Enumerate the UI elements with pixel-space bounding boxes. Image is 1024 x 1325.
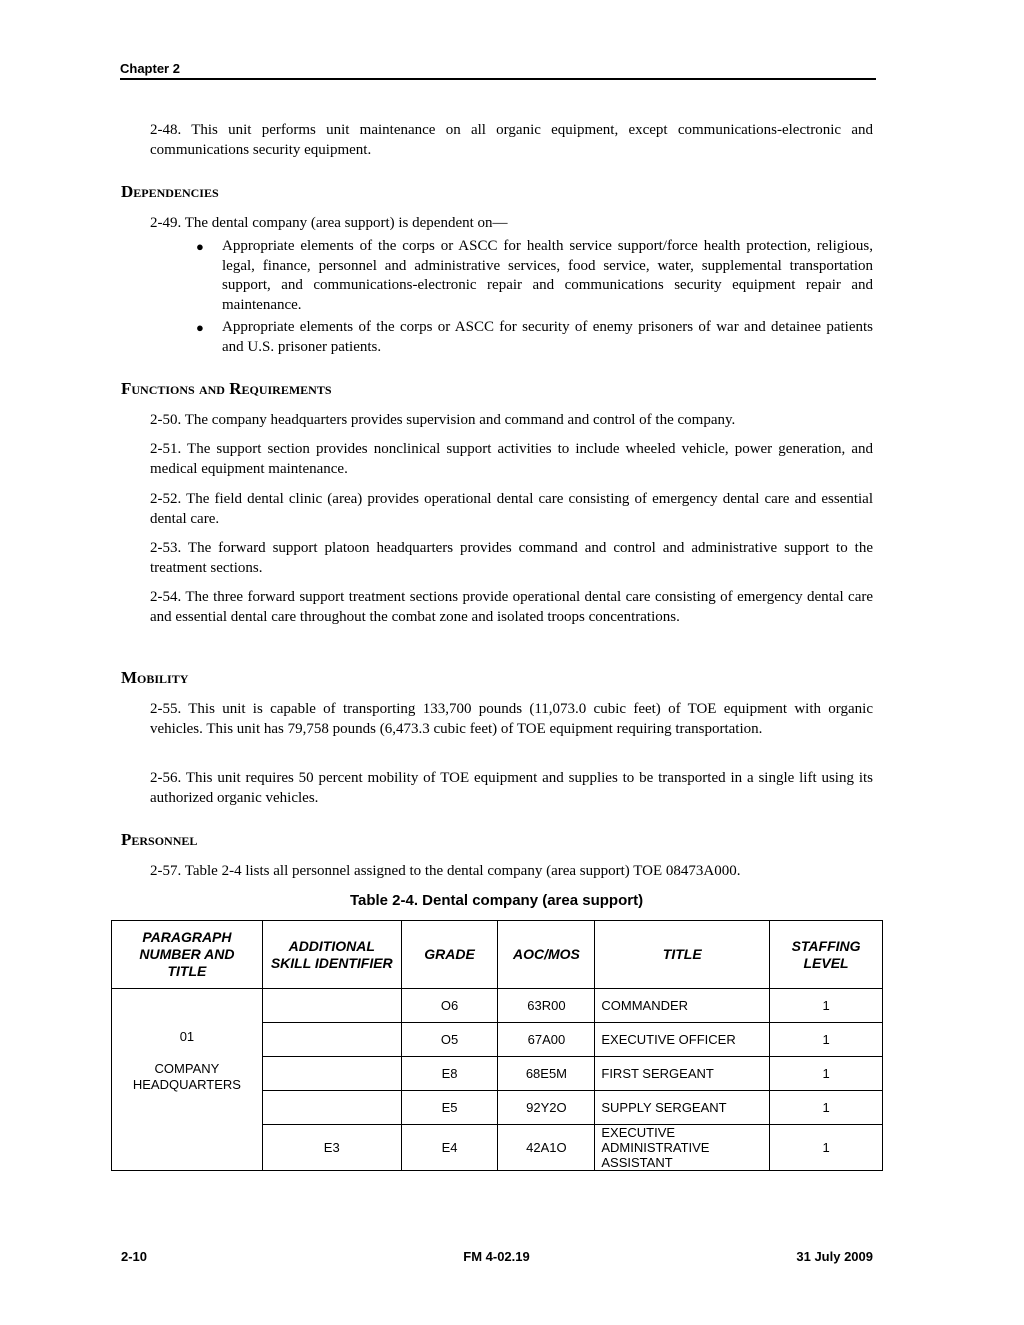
aoc-mos-cell: 67A00 xyxy=(498,1023,595,1057)
heading-mobility: Mobility xyxy=(121,668,189,687)
paragraph-2-52: 2-52. The field dental clinic (area) provides operational dental care consisting of emergency dental care and essential dental care. xyxy=(150,491,873,527)
column-header-title: TITLE xyxy=(595,921,770,989)
heading-dependencies: Dependencies xyxy=(121,182,219,201)
title-cell: SUPPLY SERGEANT xyxy=(595,1091,770,1125)
heading-functions-and-requirements: Functions and Requirements xyxy=(121,379,332,398)
staffing-cell: 1 xyxy=(770,1125,883,1171)
aoc-mos-cell: 68E5M xyxy=(498,1057,595,1091)
asi-cell xyxy=(262,1023,401,1057)
paragraph-2-54: 2-54. The three forward support treatment sections provide operational dental care consisting of emergency dental care and essential dental care throughout the combat zone and isolated troops concentrations. xyxy=(150,589,873,625)
table-caption: Table 2-4. Dental company (area support) xyxy=(349,892,644,909)
paragraph-2-56: 2-56. This unit requires 50 percent mobility of TOE equipment and supplies to be transported in a single lift using its authorized organic vehicles. xyxy=(150,770,873,806)
paragraph-2-55: 2-55. This unit is capable of transporting 133,700 pounds (11,073.0 cubic feet) of TOE equipment with organic vehicles. This unit has 79,758 pounds (6,473.3 cubic feet) of TOE equipment requiring transportation. xyxy=(150,701,873,737)
aoc-mos-cell: 63R00 xyxy=(498,989,595,1023)
bullet-icon: ● xyxy=(196,239,204,254)
chapter-header: Chapter 2 xyxy=(120,61,876,80)
bullet-item: Appropriate elements of the corps or ASCC for health service support/force health protection, religious, legal, finance, personnel and administrative services, food service, water, supplemental transportation support, and communications-electronic repair and communications security equipment repair and maintenance. xyxy=(222,238,873,313)
paragraph-title: COMPANY HEADQUARTERS xyxy=(132,1061,241,1092)
asi-cell xyxy=(262,989,401,1023)
staffing-cell: 1 xyxy=(770,1023,883,1057)
asi-cell xyxy=(262,1057,401,1091)
table-row xyxy=(112,989,883,1023)
footer-date: 31 July 2009 xyxy=(796,1249,873,1264)
staffing-cell: 1 xyxy=(770,989,883,1023)
paragraph-2-51: 2-51. The support section provides nonclinical support activities to include wheeled vehicle, power generation, and medical equipment maintenance. xyxy=(150,441,873,477)
title-cell: EXECUTIVE OFFICER xyxy=(595,1023,770,1057)
grade-cell: O6 xyxy=(401,989,498,1023)
footer-page-number: 2-10 xyxy=(121,1249,148,1264)
asi-cell: E3 xyxy=(262,1125,401,1171)
grade-cell: E4 xyxy=(401,1125,498,1171)
asi-cell xyxy=(262,1091,401,1125)
heading-personnel: Personnel xyxy=(121,830,198,849)
paragraph-2-53: 2-53. The forward support platoon headquarters provides command and control and administrative support to the treatment sections. xyxy=(150,540,873,576)
staffing-cell: 1 xyxy=(770,1091,883,1125)
staffing-cell: 1 xyxy=(770,1057,883,1091)
column-header-grade: GRADE xyxy=(401,921,498,989)
bullet-item: Appropriate elements of the corps or ASCC for security of enemy prisoners of war and detainee patients and U.S. prisoner patients. xyxy=(222,319,873,355)
personnel-table xyxy=(111,920,883,1171)
paragraph-2-50: 2-50. The company headquarters provides supervision and command and control of the company. xyxy=(150,412,736,428)
title-cell: COMMANDER xyxy=(595,989,770,1023)
grade-cell: E8 xyxy=(401,1057,498,1091)
aoc-mos-cell: 42A1O xyxy=(498,1125,595,1171)
paragraph-group-cell xyxy=(112,989,263,1171)
grade-cell: E5 xyxy=(401,1091,498,1125)
column-header-asi: ADDITIONAL SKILL IDENTIFIER xyxy=(262,921,401,989)
paragraph-2-57: 2-57. Table 2-4 lists all personnel assigned to the dental company (area support) TOE 08473A000. xyxy=(150,863,741,879)
paragraph-number: 01 xyxy=(179,1029,195,1044)
column-header-staffing: STAFFING LEVEL xyxy=(770,921,883,989)
title-cell: EXECUTIVE ADMINISTRATIVE ASSISTANT xyxy=(595,1125,770,1171)
paragraph-2-49: 2-49. The dental company (area support) is dependent on— xyxy=(150,215,508,231)
footer-manual-number: FM 4-02.19 xyxy=(463,1249,530,1264)
aoc-mos-cell: 92Y2O xyxy=(498,1091,595,1125)
column-header-aoc-mos: AOC/MOS xyxy=(498,921,595,989)
paragraph-2-48: 2-48. This unit performs unit maintenance on all organic equipment, except communications-electronic and communications security equipment. xyxy=(150,122,873,158)
table-header-row xyxy=(112,921,883,989)
grade-cell: O5 xyxy=(401,1023,498,1057)
bullet-icon: ● xyxy=(196,320,204,335)
title-cell: FIRST SERGEANT xyxy=(595,1057,770,1091)
column-header-paragraph: PARAGRAPH NUMBER AND TITLE xyxy=(112,921,263,989)
